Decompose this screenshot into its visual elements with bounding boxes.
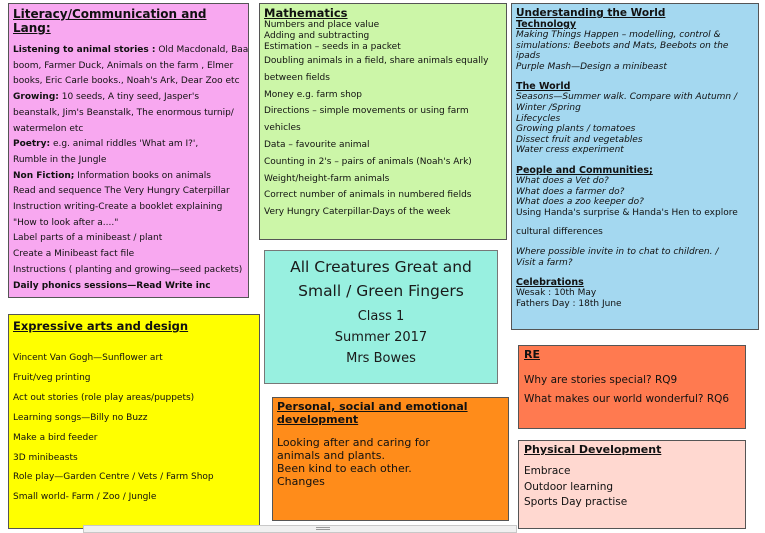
literacy-line-text: Label parts of a minibeast / plant <box>13 233 163 244</box>
literacy-line <box>13 90 244 106</box>
world-heading: Understanding the World <box>516 7 666 19</box>
arts-line: Small world- Farm / Zoo / Jungle <box>13 492 157 503</box>
literacy-line-text: books, Eric Carle books., Noah's Ark, Dear Zoo etc <box>13 76 240 87</box>
literacy-line <box>13 184 244 200</box>
physical-development-section <box>518 440 746 529</box>
understanding-world-section <box>511 3 759 330</box>
maths-line: Adding and subtracting <box>264 31 370 41</box>
maths-line: Data – favourite animal <box>264 139 370 150</box>
maths-content-top <box>264 20 502 53</box>
literacy-line <box>13 200 244 216</box>
physical-line: Embrace <box>524 465 571 477</box>
celebrations-content <box>516 288 754 309</box>
re-content <box>524 371 740 408</box>
maths-line: vehicles <box>264 123 301 134</box>
arts-line: Learning songs—Billy no Buzz <box>13 412 148 423</box>
literacy-line-text: watermelon etc <box>13 123 84 134</box>
literacy-line-text: boom, Farmer Duck, Animals on the farm , Elmer <box>13 60 234 71</box>
literacy-line <box>13 43 249 59</box>
teacher-name: Mrs Bowes <box>346 351 416 366</box>
literacy-line-strand: Poetry: <box>13 139 51 150</box>
maths-heading: Mathematics <box>264 6 348 20</box>
literacy-line-strand: Non Fiction; <box>13 170 75 181</box>
celebrations-line: Fathers Day : 18th June <box>516 298 622 309</box>
re-line: What makes our world wonderful? RQ6 <box>524 392 730 405</box>
re-line: Why are stories special? RQ9 <box>524 374 678 386</box>
literacy-line-strand: Daily phonics sessions—Read Write inc <box>13 280 211 291</box>
maths-section <box>259 3 507 240</box>
literacy-line <box>13 169 244 185</box>
literacy-line-text: Information books on animals <box>74 170 211 181</box>
literacy-line-text: Rumble in the Jungle <box>13 154 107 165</box>
physical-line: Outdoor learning <box>524 480 614 493</box>
technology-line: Purple Mash—Design a minibeast <box>516 61 667 72</box>
the-world-line: Water cress experiment <box>516 145 624 156</box>
physical-line: Sports Day practise <box>524 496 628 508</box>
literacy-line-text: Instruction writing-Create a booklet explaining <box>13 202 223 213</box>
literacy-line-strand: Listening to animal stories : <box>13 45 156 55</box>
arts-line: 3D minibeasts <box>13 452 78 463</box>
arts-line: Fruit/veg printing <box>13 372 91 383</box>
the-world-content <box>516 92 754 156</box>
technology-content <box>516 30 754 72</box>
the-world-heading: The World <box>516 81 571 93</box>
psed-line: animals and plants. <box>277 449 385 462</box>
scrollbar-grip-icon <box>316 527 330 530</box>
technology-line: Making Things Happen – modelling, control & <box>516 30 721 40</box>
maths-content-list <box>264 53 502 221</box>
maths-line: Very Hungry Caterpillar-Days of the week <box>264 207 451 218</box>
people-communities-content <box>516 176 754 208</box>
literacy-line <box>13 153 244 169</box>
psed-line: Been kind to each other. <box>277 462 412 475</box>
maths-line: Correct number of animals in numbered fields <box>264 190 472 201</box>
invite-line-2: Visit a farm? <box>516 257 573 268</box>
psed-line: Looking after and caring for <box>277 436 430 449</box>
expressive-arts-section <box>8 314 260 529</box>
maths-line: between fields <box>264 72 330 83</box>
literacy-line-text: "How to look after a...." <box>13 217 119 228</box>
the-world-line: Winter /Spring <box>516 102 581 113</box>
celebrations-heading: Celebrations <box>516 277 584 289</box>
maths-line: Weight/height-farm animals <box>264 173 390 184</box>
literacy-line <box>13 263 244 279</box>
maths-line: Counting in 2's – pairs of animals (Noah's Ark) <box>264 156 472 167</box>
physical-content <box>524 464 740 511</box>
people-line: What does a zoo keeper do? <box>516 197 644 208</box>
celebrations-line: Wesak : 10th May <box>516 288 597 299</box>
arts-line: Vincent Van Gogh—Sunflower art <box>13 353 163 363</box>
re-section <box>518 345 746 429</box>
literacy-line-text: Create a Minibeast fact file <box>13 249 135 260</box>
psed-heading-line-1: Personal, social and emotional <box>277 400 468 413</box>
arts-heading: Expressive arts and design <box>13 319 189 333</box>
psed-line: Changes <box>277 475 325 488</box>
psed-heading <box>277 400 504 426</box>
literacy-section <box>8 3 249 298</box>
literacy-line-text: e.g. animal riddles 'What am I?', <box>50 139 199 150</box>
people-communities-heading: People and Communities; <box>516 164 653 176</box>
arts-line: Make a bird feeder <box>13 432 98 443</box>
literacy-line-text: beanstalk, Jim's Beanstalk, The enormous turnip/ <box>13 107 234 118</box>
the-world-line: Lifecycles <box>516 113 561 124</box>
maths-line: Directions – simple movements or using farm <box>264 106 469 117</box>
re-heading: RE <box>524 348 540 361</box>
literacy-line-text: 10 seeds, A tiny seed, Jasper's <box>58 92 200 103</box>
horizontal-scrollbar-thumb[interactable] <box>83 525 517 533</box>
maths-line: Doubling animals in a field, share animals equally <box>264 56 489 66</box>
arts-content <box>13 349 255 508</box>
the-world-line: Seasons—Summer walk. Compare with Autumn / <box>516 92 738 103</box>
class-name: Class 1 <box>357 309 405 324</box>
people-line: What does a farmer do? <box>516 186 625 197</box>
literacy-content <box>13 43 249 294</box>
maths-line: Estimation – seeds in a packet <box>264 42 401 52</box>
topic-title-box <box>264 250 498 384</box>
technology-line: simulations: Beebots and Mats, Beebots on the <box>516 40 729 51</box>
literacy-line <box>13 247 244 263</box>
handa-line-1: Using Handa's surprise & Handa's Hen to explore <box>516 207 738 218</box>
psed-content <box>277 436 504 488</box>
technology-heading: Technology <box>516 19 577 30</box>
term-label: Summer 2017 <box>334 330 428 345</box>
arts-line: Role play—Garden Centre / Vets / Farm Shop <box>13 472 214 483</box>
technology-line: ipads <box>516 51 541 62</box>
the-world-line: Growing plants / tomatoes <box>516 124 636 135</box>
literacy-line-text: Instructions ( planting and growing—seed packets) <box>13 264 243 275</box>
handa-line-2: cultural differences <box>516 227 603 238</box>
literacy-line <box>13 74 244 90</box>
invite-line-1: Where possible invite in to chat to children. / <box>516 246 719 257</box>
arts-line: Act out stories (role play areas/puppets) <box>13 392 195 403</box>
the-world-line: Dissect fruit and vegetables <box>516 134 643 145</box>
literacy-line <box>13 137 244 153</box>
literacy-line <box>13 122 244 138</box>
literacy-line <box>13 59 244 75</box>
literacy-line-strand: Growing: <box>13 92 59 103</box>
people-line: What does a Vet do? <box>516 175 609 186</box>
physical-heading: Physical Development <box>524 443 662 456</box>
topic-title-line-1: All Creatures Great and <box>290 258 472 276</box>
literacy-line <box>13 279 244 295</box>
literacy-line-text: Read and sequence The Very Hungry Caterpillar <box>13 186 230 197</box>
literacy-line <box>13 216 244 232</box>
psed-heading-line-2: development <box>277 413 359 426</box>
literacy-line-text: Old Macdonald, Baa <box>155 45 249 55</box>
maths-line: Numbers and place value <box>264 20 380 30</box>
literacy-line <box>13 106 244 122</box>
psed-section <box>272 397 509 521</box>
topic-title-line-2: Small / Green Fingers <box>298 282 464 300</box>
literacy-line <box>13 231 244 247</box>
literacy-heading: Literacy/Communication and Lang: <box>13 7 207 35</box>
maths-line: Money e.g. farm shop <box>264 89 362 100</box>
